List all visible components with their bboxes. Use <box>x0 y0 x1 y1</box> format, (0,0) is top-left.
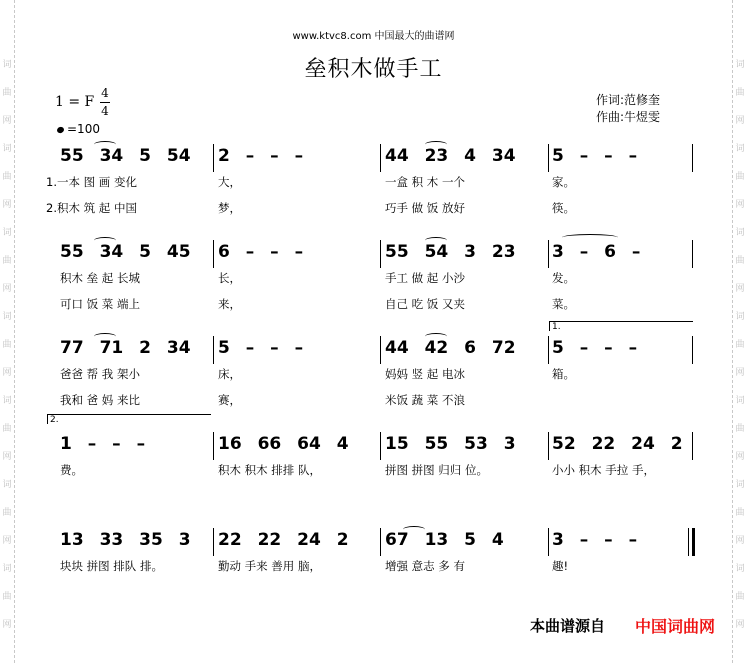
tempo-value: =100 <box>67 122 100 136</box>
lyric-verse-2: 米饭 蔬 菜 不浪 <box>385 393 465 407</box>
lyric-verse-2: 筷。 <box>552 201 575 215</box>
watermark-char: 网 <box>2 368 12 378</box>
final-thin-barline <box>688 528 689 556</box>
barline <box>380 528 381 556</box>
watermark-char: 曲 <box>735 508 745 518</box>
lyric-verse-1: 增强 意志 多 有 <box>385 559 465 573</box>
lyric-verse-1: 一盒 积 木 一个 <box>385 175 465 189</box>
measure-notes: 44 23 4 34 <box>385 146 516 166</box>
watermark-char: 网 <box>2 536 12 546</box>
watermark-char: 词 <box>2 480 12 490</box>
lyric-verse-1: 1.一本 图 画 变化 <box>46 175 137 189</box>
lyric-verse-2: 来， <box>218 297 241 311</box>
watermark-char: 曲 <box>735 172 745 182</box>
slur-mark <box>403 526 425 533</box>
measure-notes: 55 34 5 54 <box>60 146 191 166</box>
measure-notes: 67 13 5 4 <box>385 530 504 550</box>
barline <box>380 240 381 268</box>
barline <box>548 144 549 172</box>
lyric-verse-2: 我和 爸 妈 来比 <box>60 393 140 407</box>
credits <box>596 92 660 126</box>
watermark-char: 词 <box>735 228 745 238</box>
watermark-char: 曲 <box>2 424 12 434</box>
source-label: 本曲谱源自 <box>529 617 605 635</box>
barline <box>548 240 549 268</box>
barline <box>692 432 693 460</box>
watermark-char: 网 <box>735 536 745 546</box>
watermark-char: 词 <box>735 396 745 406</box>
volta-2: 2. <box>47 414 211 415</box>
watermark-char: 曲 <box>735 88 745 98</box>
lyric-verse-1: 爸爸 帮 我 架小 <box>60 367 140 381</box>
slur-mark <box>562 234 618 241</box>
measure-notes: 5 – – – <box>218 338 304 358</box>
slur-mark <box>94 333 116 340</box>
barline <box>213 240 214 268</box>
lyric-verse-1: 家。 <box>552 175 575 189</box>
measure-notes: 55 54 3 23 <box>385 242 516 262</box>
watermark-char: 网 <box>735 452 745 462</box>
lyric-verse-2: 巧手 做 饭 放好 <box>385 201 465 215</box>
watermark-char: 网 <box>2 452 12 462</box>
measure-notes: 6 – – – <box>218 242 304 262</box>
song-title: 垒积木做手工 <box>304 57 443 82</box>
watermark-char: 网 <box>735 116 745 126</box>
slur-mark <box>425 333 447 340</box>
watermark-char: 曲 <box>735 424 745 434</box>
watermark-char: 词 <box>2 312 12 322</box>
lyric-verse-1: 趣! <box>552 559 569 573</box>
measure-notes: 44 42 6 72 <box>385 338 516 358</box>
site-url: www.ktvc8.com 中国最大的曲谱网 <box>292 31 455 42</box>
lyric-verse-1: 大， <box>218 175 241 189</box>
barline <box>692 240 693 268</box>
measure-notes: 13 33 35 3 <box>60 530 191 550</box>
watermark-char: 词 <box>735 312 745 322</box>
lyric-verse-1: 费。 <box>60 463 83 477</box>
lyric-verse-1: 积木 积木 排排 队， <box>218 463 321 477</box>
lyric-verse-1: 长， <box>218 271 241 285</box>
meter-top: 4 <box>101 86 109 100</box>
tempo-marking <box>57 122 100 136</box>
volta-1: 1. <box>549 321 693 322</box>
lyric-verse-2: 自己 吃 饭 又夹 <box>385 297 465 311</box>
time-signature <box>100 86 110 119</box>
measure-notes: 16 66 64 4 <box>218 434 349 454</box>
barline <box>692 144 693 172</box>
measure-notes: 3 – 6 – <box>552 242 641 262</box>
watermark-char: 词 <box>2 396 12 406</box>
composer: 作曲:牛煜雯 <box>596 110 661 124</box>
barline <box>380 144 381 172</box>
watermark-char: 词 <box>735 60 745 70</box>
measure-notes: 2 – – – <box>218 146 304 166</box>
measure-notes: 55 34 5 45 <box>60 242 191 262</box>
watermark-char: 词 <box>2 228 12 238</box>
watermark-char: 曲 <box>2 88 12 98</box>
measure-notes: 3 – – – <box>552 530 638 550</box>
barline <box>380 336 381 364</box>
lyric-verse-1: 块块 拼图 排队 排。 <box>60 559 163 573</box>
watermark-char: 网 <box>2 284 12 294</box>
lyric-verse-2: 2.积木 筑 起 中国 <box>46 201 137 215</box>
watermark-char: 词 <box>2 564 12 574</box>
watermark-char: 网 <box>735 620 745 630</box>
barline <box>548 336 549 364</box>
watermark-char: 词 <box>735 144 745 154</box>
watermark-char: 词 <box>735 480 745 490</box>
watermark-char: 网 <box>2 200 12 210</box>
lyric-verse-1: 勤动 手来 善用 脑， <box>218 559 321 573</box>
slur-mark <box>94 237 116 244</box>
lyricist: 作词:范修奎 <box>596 93 661 107</box>
watermark-char: 曲 <box>2 340 12 350</box>
lyric-verse-1: 妈妈 竖 起 电冰 <box>385 367 465 381</box>
barline <box>213 144 214 172</box>
watermark-char: 网 <box>735 368 745 378</box>
lyric-verse-1: 拼图 拼图 归归 位。 <box>385 463 488 477</box>
watermark-char: 曲 <box>2 256 12 266</box>
measure-notes: 77 71 2 34 <box>60 338 191 358</box>
source-site-link[interactable]: 中国词曲网 <box>634 617 715 636</box>
measure-notes: 5 – – – <box>552 338 638 358</box>
lyric-verse-2: 梦， <box>218 201 241 215</box>
lyric-verse-1: 发。 <box>552 271 575 285</box>
barline <box>213 336 214 364</box>
watermark-char: 网 <box>2 116 12 126</box>
lyric-verse-1: 箱。 <box>552 367 575 381</box>
measure-notes: 15 55 53 3 <box>385 434 516 454</box>
watermark-char: 曲 <box>2 592 12 602</box>
watermark-char: 词 <box>2 144 12 154</box>
watermark-char: 网 <box>735 284 745 294</box>
lyric-verse-2: 可口 饭 菜 端上 <box>60 297 140 311</box>
measure-notes: 1 – – – <box>60 434 146 454</box>
barline <box>380 432 381 460</box>
barline <box>548 432 549 460</box>
lyric-verse-1: 手工 做 起 小沙 <box>385 271 465 285</box>
watermark-char: 曲 <box>735 340 745 350</box>
barline <box>692 528 695 556</box>
lyric-verse-1: 床， <box>218 367 241 381</box>
watermark-char: 曲 <box>735 592 745 602</box>
barline <box>213 528 214 556</box>
slur-mark <box>425 141 447 148</box>
barline <box>692 336 693 364</box>
lyric-verse-2: 菜。 <box>552 297 575 311</box>
slur-mark <box>94 141 116 148</box>
watermark-char: 网 <box>735 200 745 210</box>
watermark-char: 网 <box>2 620 12 630</box>
measure-notes: 5 – – – <box>552 146 638 166</box>
lyric-verse-1: 小小 积木 手拉 手， <box>552 463 655 477</box>
barline <box>548 528 549 556</box>
watermark-char: 曲 <box>2 508 12 518</box>
watermark-char: 词 <box>2 60 12 70</box>
key-signature: 1 = F <box>55 94 95 110</box>
quarter-note-icon <box>56 125 65 133</box>
meter-bottom: 4 <box>101 104 109 118</box>
measure-notes: 22 22 24 2 <box>218 530 349 550</box>
lyric-verse-2: 赛， <box>218 393 241 407</box>
lyric-verse-1: 积木 垒 起 长城 <box>60 271 140 285</box>
measure-notes: 52 22 24 2 <box>552 434 683 454</box>
watermark-char: 词 <box>735 564 745 574</box>
slur-mark <box>425 237 447 244</box>
watermark-char: 曲 <box>2 172 12 182</box>
watermark-char: 曲 <box>735 256 745 266</box>
barline <box>213 432 214 460</box>
